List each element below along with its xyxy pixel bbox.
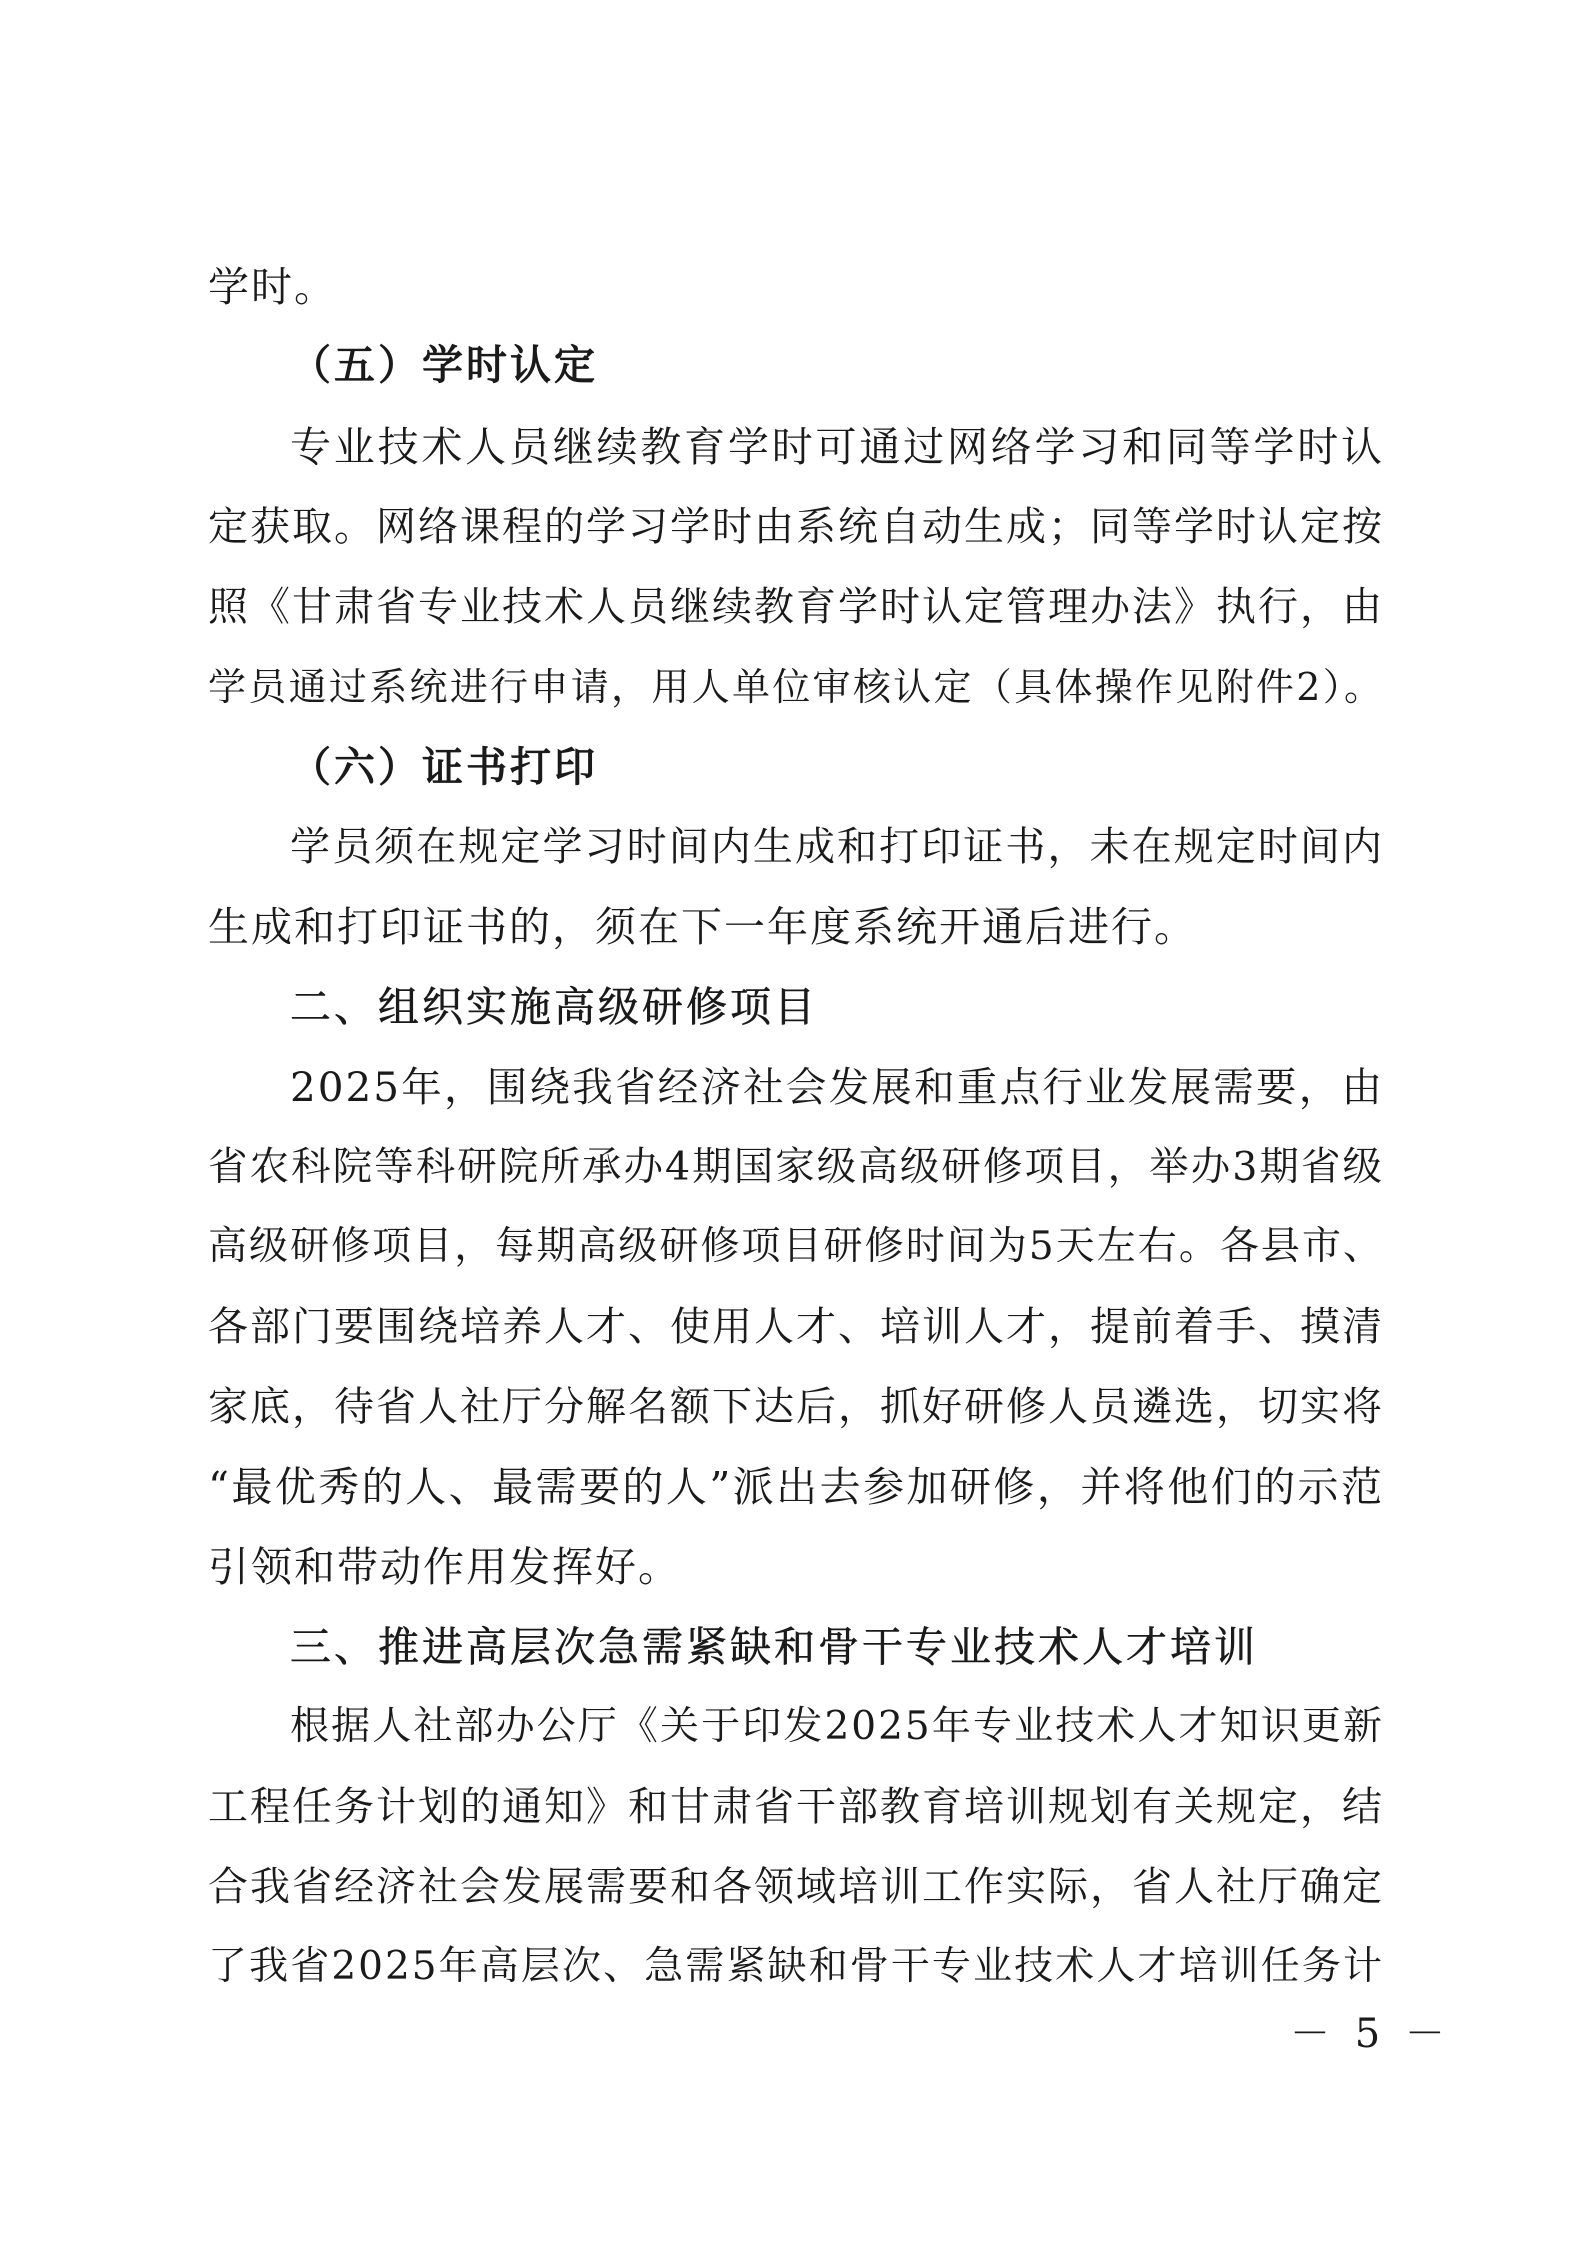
paragraph-line: 学时。: [208, 263, 337, 311]
part-heading-talent-training: 三、推进高层次急需紧缺和骨干专业技术人才培训: [290, 1623, 1258, 1671]
paragraph-line: 省农科院等科研院所承办4期国家级高级研修项目，举办3期省级: [208, 1144, 1384, 1190]
paragraph-line: “最优秀的人、最需要的人”派出去参加研修，并将他们的示范: [208, 1463, 1384, 1511]
paragraph-line: 定获取。网络课程的学习学时由系统自动生成；同等学时认定按: [208, 504, 1384, 550]
paragraph-line: 专业技术人员继续教育学时可通过网络学习和同等学时认: [290, 423, 1384, 471]
paragraph-line: 了我省2025年高层次、急需紧缺和骨干专业技术人才培训任务计: [208, 1944, 1384, 1989]
paragraph-line: 学员通过系统进行申请，用人单位审核认定（具体操作见附件2）。: [208, 665, 1384, 709]
paragraph-line: 各部门要围绕培养人才、使用人才、培训人才，提前着手、摸清: [208, 1304, 1384, 1350]
paragraph-line: 工程任务计划的通知》和甘肃省干部教育培训规划有关规定，结: [208, 1784, 1384, 1830]
paragraph-line: 生成和打印证书的，须在下一年度系统开通后进行。: [208, 903, 1197, 951]
page-number: － 5 －: [1290, 2011, 1451, 2057]
paragraph-line: 合我省经济社会发展需要和各领域培训工作实际，省人社厅确定: [208, 1864, 1384, 1910]
section-heading-certificate: （六）证书打印: [290, 743, 598, 791]
paragraph-line: 根据人社部办公厅《关于印发2025年专业技术人才知识更新: [290, 1704, 1384, 1749]
paragraph-line: 照《甘肃省专业技术人员继续教育学时认定管理办法》执行，由: [208, 584, 1384, 630]
paragraph-line: 高级研修项目，每期高级研修项目研修时间为5天左右。各县市、: [208, 1224, 1384, 1269]
paragraph-line: 学员须在规定学习时间内生成和打印证书，未在规定时间内: [290, 824, 1384, 870]
paragraph-line: 2025年，围绕我省经济社会发展和重点行业发展需要，由: [290, 1063, 1384, 1111]
paragraph-line: 家底，待省人社厅分解名额下达后，抓好研修人员遴选，切实将: [208, 1384, 1384, 1430]
paragraph-line: 引领和带动作用发挥好。: [208, 1543, 681, 1591]
section-heading-study-hours: （五）学时认定: [290, 341, 598, 389]
part-heading-advanced-training: 二、组织实施高级研修项目: [290, 983, 818, 1031]
